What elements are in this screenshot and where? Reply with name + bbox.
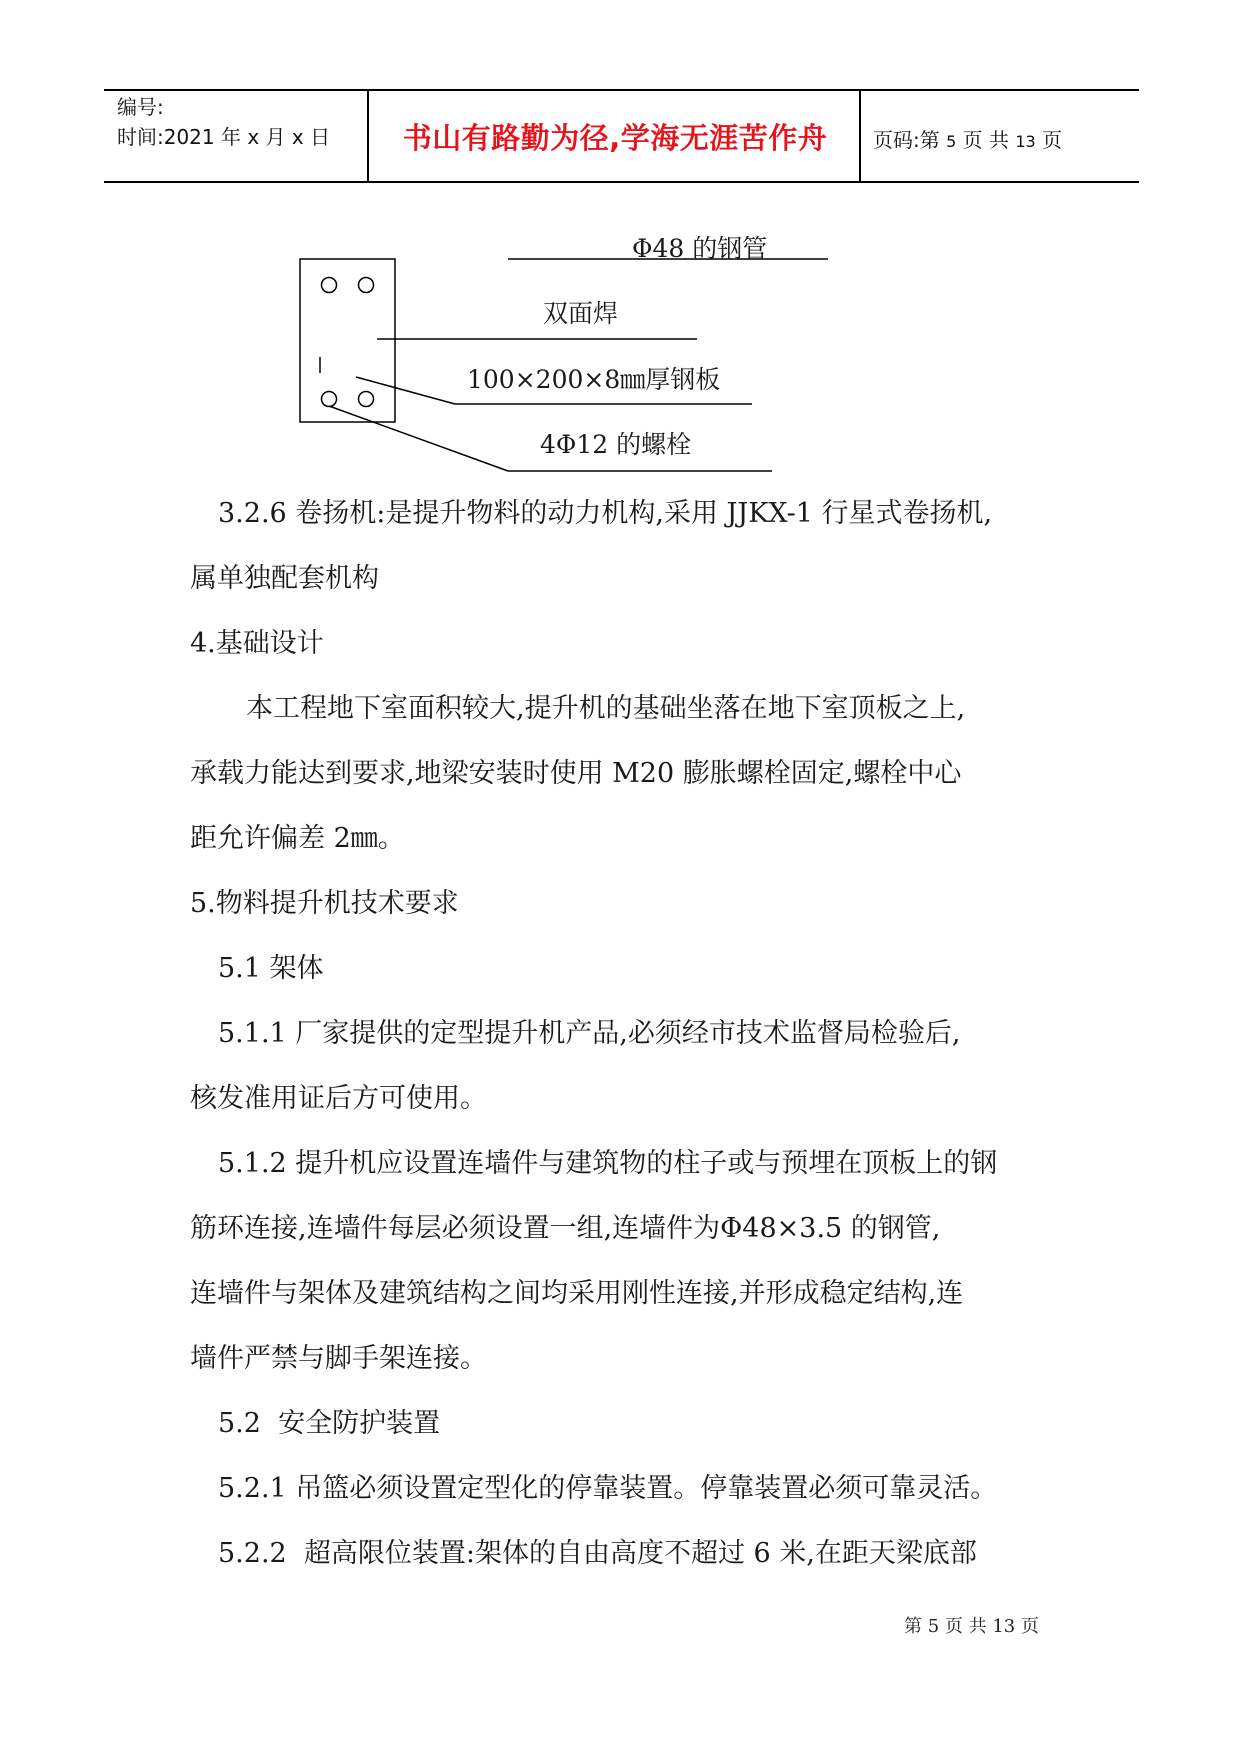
header-motto: 书山有路勤为径,学海无涯苦作舟 [402,121,828,155]
para-521: 5.2.1 吊篮必须设置定型化的停靠装置。停靠装置必须可靠灵活。 [218,1473,998,1504]
para-winch-line2: 属单独配套机构 [190,563,379,594]
label-weld: 双面焊 [543,299,619,328]
heading-safety: 5.2 安全防护装置 [218,1408,441,1439]
bolts-leader-diagonal [329,406,508,471]
footer-page-number: 第 5 页 共 13 页 [904,1616,1039,1637]
bolt-hole-bottom-left [322,392,337,407]
para-512-line3: 连墙件与架体及建筑结构之间均采用刚性连接,并形成稳定结构,连 [190,1278,964,1309]
para-512-line2: 筋环连接,连墙件每层必须设置一组,连墙件为Φ48×3.5 的钢管, [190,1213,941,1244]
para-foundation-line1: 本工程地下室面积较大,提升机的基础坐落在地下室顶板之上, [246,693,966,724]
page-suffix: 页 [1042,128,1063,152]
steel-plate-outline [300,259,395,422]
para-511-line1: 5.1.1 厂家提供的定型提升机产品,必须经市技术监督局检验后, [218,1018,961,1049]
para-foundation-line2: 承载力能达到要求,地梁安装时使用 M20 膨胀螺栓固定,螺栓中心 [190,758,962,789]
para-foundation-line3: 距允许偏差 2㎜。 [190,823,405,854]
label-plate: 100×200×8㎜厚钢板 [467,365,721,394]
para-511-line2: 核发准用证后方可使用。 [190,1083,487,1114]
page-total: 13 [1015,132,1036,151]
page-current: 5 [946,132,957,151]
heading-frame: 5.1 架体 [218,953,324,984]
para-512-line1: 5.1.2 提升机应设置连墙件与建筑物的柱子或与预埋在顶板上的钢 [218,1148,998,1179]
plate-leader-diagonal [356,377,455,404]
label-pipe: Φ48 的钢管 [632,234,768,263]
heading-requirements: 5.物料提升机技术要求 [190,888,459,919]
page-mid: 页 共 [962,128,1010,152]
time-label: 时间:2021 年 x 月 x 日 [117,125,331,149]
bolt-hole-bottom-right [359,392,374,407]
bolt-hole-top-right [359,278,374,293]
page-prefix: 页码:第 [873,128,940,152]
serial-label: 编号: [117,95,164,119]
bolt-hole-top-left [322,278,337,293]
para-522: 5.2.2 超高限位装置:架体的自由高度不超过 6 米,在距天梁底部 [218,1538,977,1569]
heading-foundation: 4.基础设计 [190,628,324,659]
label-bolts: 4Φ12 的螺栓 [540,430,692,459]
para-winch-line1: 3.2.6 卷扬机:是提升物料的动力机构,采用 JJKX-1 行星式卷扬机, [218,498,993,529]
para-512-line4: 墙件严禁与脚手架连接。 [190,1343,487,1374]
